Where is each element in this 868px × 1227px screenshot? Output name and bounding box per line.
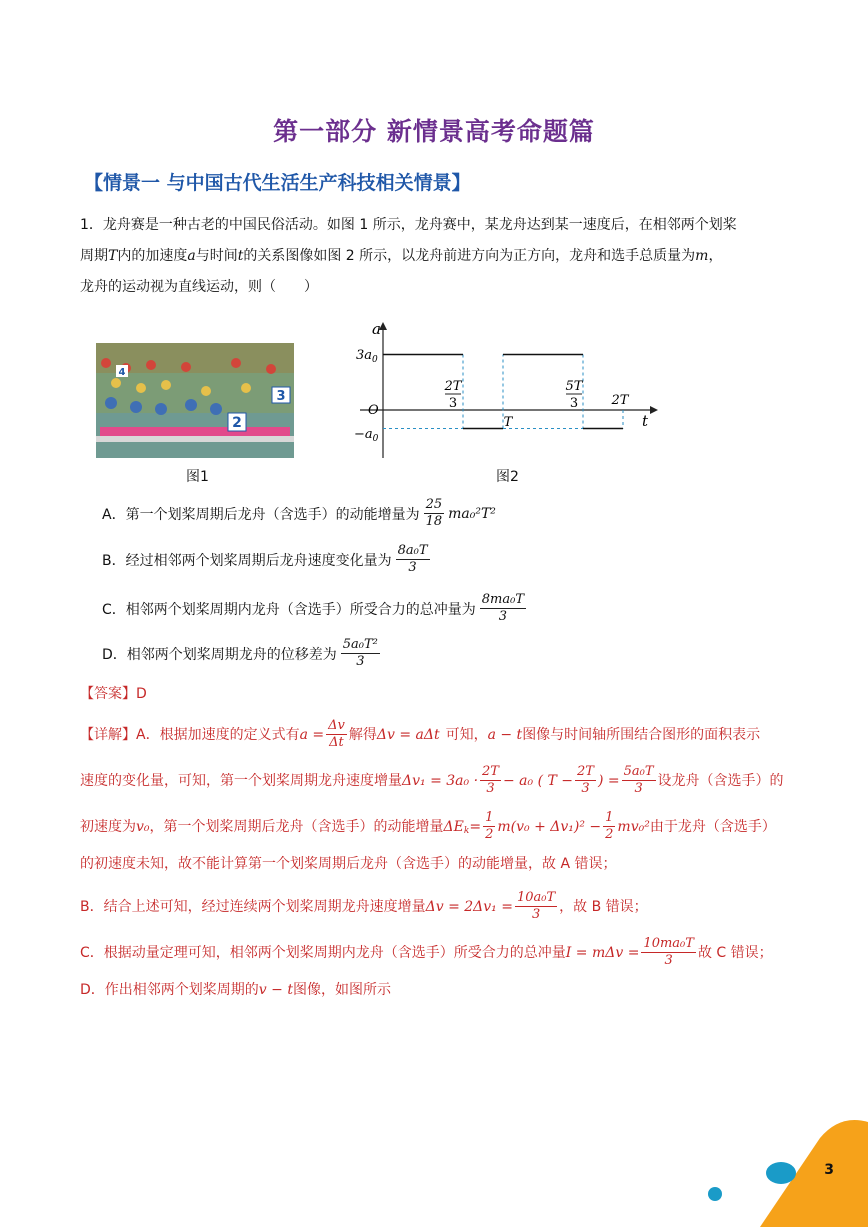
x-tick-2T-over-3: [444, 379, 463, 411]
x-tick-5T-over-3: [566, 379, 584, 411]
x-tick-2T: 2T: [611, 393, 629, 408]
acceleration-time-chart: [350, 318, 670, 466]
y-tick-neg-a0: $-a_0$: [354, 427, 379, 444]
option-c[interactable]: C．相邻两个划桨周期内龙舟（含选手）所受合力的总冲量为 $\frac{\text{8ma₀T}}{3}$: [102, 592, 525, 624]
answer: 【答案】D: [80, 686, 147, 702]
teal-circle-large: [766, 1162, 796, 1184]
y-tick-3a0: $3a_0$: [356, 348, 378, 365]
detail-line-a1: 【详解】A．根据加速度的定义式有 a = $\frac{\Delta v}{\Delta t}$ 解得 Δv = aΔt 可知， a − t 图像与时间轴所围结合图形的面积表示: [80, 718, 761, 750]
boat-number-3: 3: [276, 389, 286, 404]
section-title: 【情景一 与中国古代生活生产科技相关情景】: [84, 172, 471, 194]
option-a[interactable]: A．第一个划桨周期后龙舟（含选手）的动能增量为 $\frac{25}{18}$ ma₀²T²: [102, 497, 496, 529]
page-number: 3: [824, 1162, 834, 1178]
boat-number-2: 2: [232, 415, 242, 431]
question-line-3: 龙舟的运动视为直线运动，则（ ）: [80, 279, 318, 295]
detail-line-d: D．作出相邻两个划桨周期的 v − t 图像，如图所示: [80, 982, 391, 998]
teal-circle-small: [708, 1187, 722, 1201]
origin-label: O: [368, 403, 379, 418]
option-b[interactable]: B．经过相邻两个划桨周期后龙舟速度变化量为 $\frac{\text{8a₀T}}{3}$: [102, 543, 428, 575]
question-line-2: 周期T内的加速度a与时间t的关系图像如图 2 所示，以龙舟前进方向为正方向，龙舟和选手总质量为m，: [80, 248, 723, 264]
svg-text:5T: 5T: [565, 379, 583, 394]
dragon-boat-photo: [96, 343, 294, 458]
svg-text:3: 3: [448, 396, 458, 411]
detail-line-a3: 初速度为 v₀ ，第一个划桨周期后龙舟（含选手）的动能增量 ΔE k = $\frac{1}{2}$ m(v₀ + Δv₁)² − $\frac{1}{2}$ mv₀² 由于龙舟（含选手）: [80, 810, 776, 842]
detail-line-a2: 速度的变化量，可知，第一个划桨周期龙舟速度增量 Δv₁ = 3a₀ · $\frac{2T}{3}$ − a₀ ( T − $\frac{2T}{3}$ ) = $\frac{\text{5a₀T}}{3}$ 设龙舟（含选手）的: [80, 764, 784, 796]
x-axis-label: t: [642, 412, 649, 430]
question-stem: [80, 210, 792, 303]
detail-line-a4: 的初速度未知，故不能计算第一个划桨周期后龙舟（含选手）的动能增量，故 A 错误；: [80, 856, 617, 872]
figure-1-caption: 图1: [186, 469, 209, 485]
x-axis-arrow: [650, 406, 658, 414]
part-title: 第一部分 新情景高考命题篇: [273, 117, 595, 146]
question-line-1: 1．龙舟赛是一种古老的中国民俗活动。如图 1 所示，龙舟赛中，某龙舟达到某一速度后，在相邻两个划桨: [80, 217, 737, 233]
option-d[interactable]: D．相邻两个划桨周期龙舟的位移差为 $\frac{\text{5a₀T²}}{3}$: [102, 637, 378, 669]
corner-decoration: [700, 1118, 868, 1227]
y-axis-label: a: [372, 320, 381, 338]
figure-2-caption: 图2: [496, 469, 519, 485]
boat-number-4: 4: [118, 367, 126, 378]
x-tick-T: T: [503, 415, 513, 430]
svg-text:2T: 2T: [444, 379, 462, 394]
detail-line-b: B．结合上述可知，经过连续两个划桨周期龙舟速度增量 Δv = 2Δv₁ = $\frac{\text{10a₀T}}{3}$ ，故 B 错误；: [80, 890, 648, 922]
detail-line-c: C．根据动量定理可知，相邻两个划桨周期内龙舟（含选手）所受合力的总冲量 I = mΔv = $\frac{\text{10ma₀T}}{3}$ 故 C 错误；: [80, 936, 773, 968]
svg-text:3: 3: [569, 396, 579, 411]
